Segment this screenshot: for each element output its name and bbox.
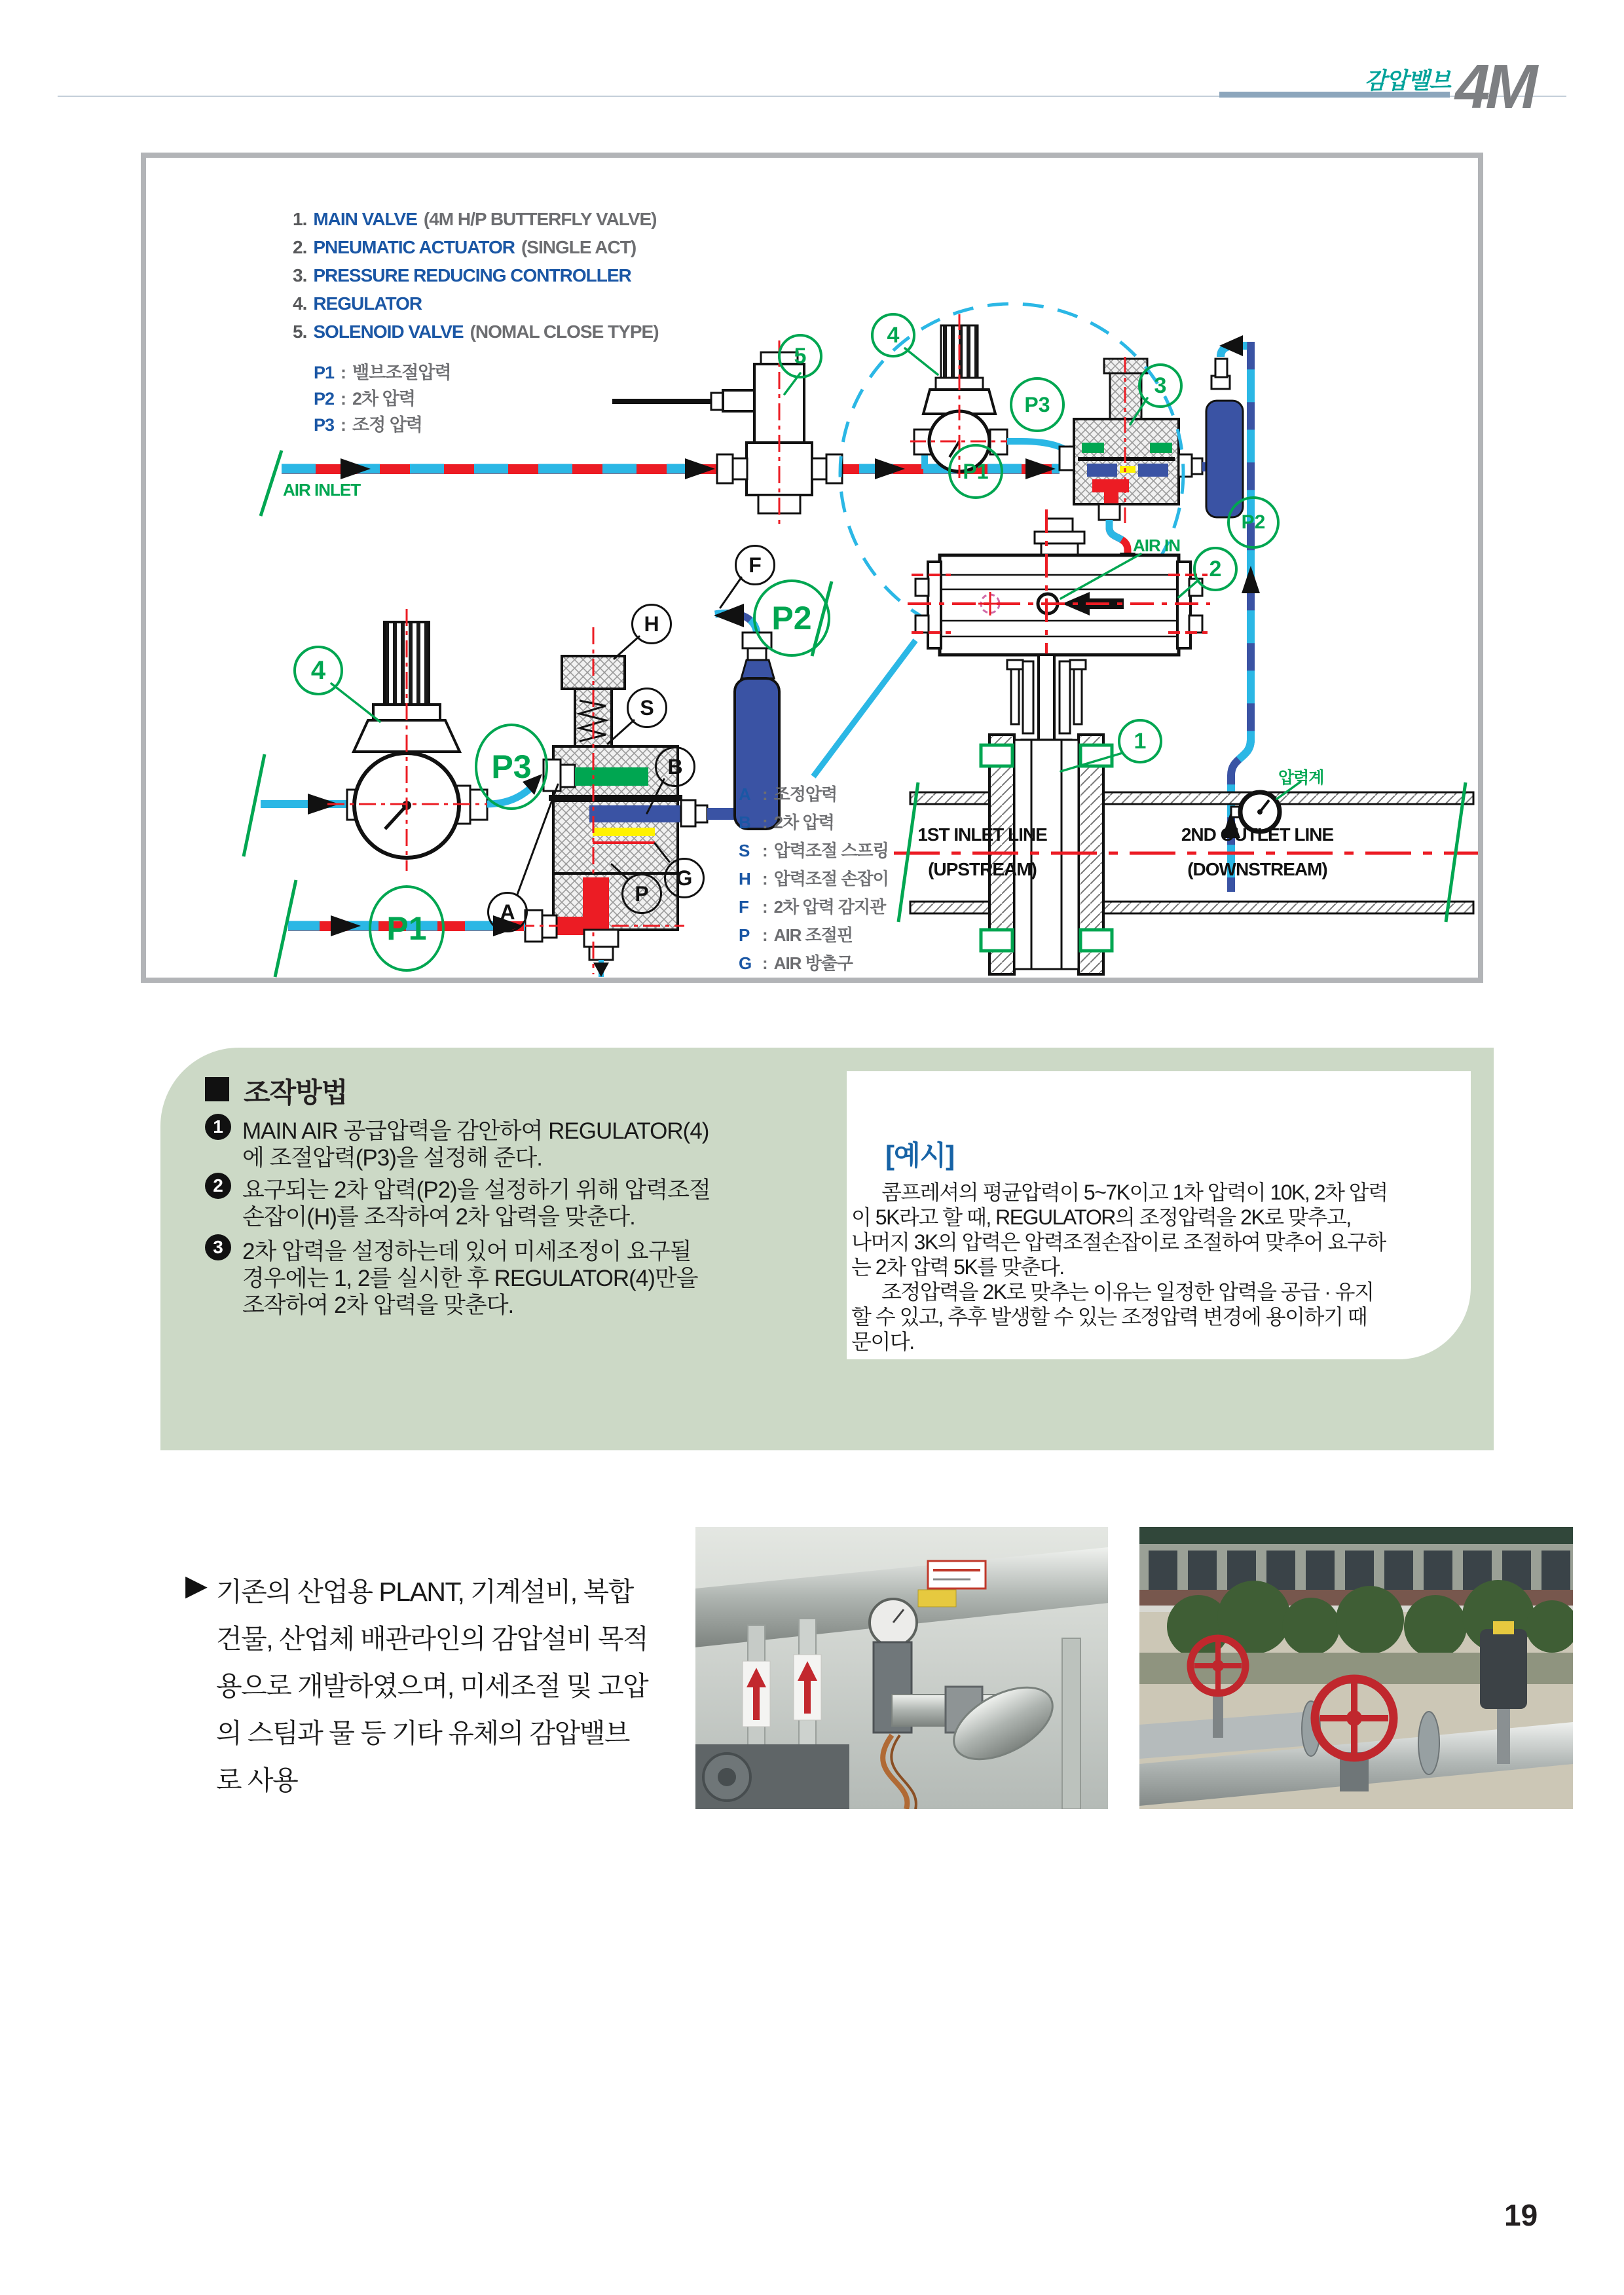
schematic-figure xyxy=(141,153,1483,983)
page-section-title: 감압밸브 xyxy=(1364,68,1450,94)
example-text: 문이다. xyxy=(851,1330,914,1353)
callout-p3-small: P3 xyxy=(1010,377,1065,432)
callout-G: G xyxy=(664,858,705,898)
example-text: 할 수 있고, 추후 발생할 수 있는 조정압력 변경에 용이하기 때 xyxy=(851,1305,1367,1329)
step-number-2: 2 xyxy=(205,1173,231,1199)
step-text: 요구되는 2차 압력(P2)을 설정하기 위해 압력조절 xyxy=(242,1177,710,1203)
example-title: [예시] xyxy=(885,1140,955,1171)
legend-row: B : 2차 압력 xyxy=(739,813,834,832)
operation-heading: 조작방법 xyxy=(244,1077,348,1108)
upstream-label: (UPSTREAM) xyxy=(928,859,1037,879)
photo-indoor-image xyxy=(695,1527,1108,1809)
callout-1: 1 xyxy=(1118,719,1162,763)
part-item: 5. SOLENOID VALVE (NOMAL CLOSE TYPE) xyxy=(293,321,659,342)
gauge-label: 압력계 xyxy=(1278,769,1324,787)
callout-p1-big: P1 xyxy=(369,885,445,972)
example-text: 조정압력을 2K로 맞추는 이유는 일정한 압력을 공급 · 유지 xyxy=(881,1280,1374,1304)
callout-B: B xyxy=(655,746,695,787)
legend-row: P : AIR 조절핀 xyxy=(739,925,853,945)
legend-row: P2 : 2차 압력 xyxy=(314,389,415,409)
air-in-label: AIR IN xyxy=(1133,536,1180,555)
note-marker: ▶ xyxy=(185,1570,208,1602)
note-text: 용으로 개발하였으며, 미세조절 및 고압 xyxy=(216,1671,648,1701)
pressure-legend xyxy=(314,358,451,437)
point-legend xyxy=(739,781,889,978)
air-inlet-label: AIR INLET xyxy=(283,480,361,500)
legend-row: S : 압력조절 스프링 xyxy=(739,841,889,860)
part-item: 1. MAIN VALVE (4M H/P BUTTERFLY VALVE) xyxy=(293,209,657,229)
callout-p2-big: P2 xyxy=(753,579,830,657)
callout-A: A xyxy=(487,892,528,932)
callout-H: H xyxy=(631,604,672,644)
sense-bottle-small xyxy=(1202,359,1243,517)
callout-S: S xyxy=(627,688,667,728)
legend-row: F : 2차 압력 감지관 xyxy=(739,897,886,917)
part-item: 2. PNEUMATIC ACTUATOR (SINGLE ACT) xyxy=(293,237,637,257)
photo-outdoor-pipeline xyxy=(1139,1527,1573,1809)
detail-controller xyxy=(517,627,736,977)
note-text: 건물, 산업체 배관라인의 감압설비 목적 xyxy=(216,1624,648,1654)
photo-outdoor-image xyxy=(1139,1527,1573,1809)
step-text: MAIN AIR 공급압력을 감안하여 REGULATOR(4) xyxy=(242,1118,709,1144)
example-text: 나머지 3K의 압력은 압력조절손잡이로 조절하여 맞추어 요구하 xyxy=(851,1230,1386,1254)
zoom-pointer-line xyxy=(813,640,915,777)
note-text: 로 사용 xyxy=(216,1765,298,1795)
step-number-3: 3 xyxy=(205,1234,231,1260)
pipeline xyxy=(894,735,1478,974)
downstream-label: (DOWNSTREAM) xyxy=(1187,859,1327,879)
example-text: 이 5K라고 할 때, REGULATOR의 조정압력을 2K로 맞추고, xyxy=(851,1205,1351,1229)
heading-bullet xyxy=(205,1077,229,1101)
part-item: 3. PRESSURE REDUCING CONTROLLER xyxy=(293,265,631,285)
callout-5: 5 xyxy=(778,334,822,378)
page-number: 19 xyxy=(1504,2198,1538,2232)
callout-P: P xyxy=(621,873,662,914)
legend-row: H : 압력조절 손잡이 xyxy=(739,869,889,889)
callout-p3-big: P3 xyxy=(475,724,548,810)
legend-row: A : 조정압력 xyxy=(739,784,838,804)
part-item: 4. REGULATOR xyxy=(293,293,422,314)
step-text: 조작하여 2차 압력을 맞춘다. xyxy=(242,1293,514,1318)
callout-4-detail: 4 xyxy=(293,646,343,695)
callout-F: F xyxy=(735,545,775,585)
step-text: 에 조절압력(P3)을 설정해 준다. xyxy=(242,1145,542,1171)
legend-row: P1 : 밸브조절압력 xyxy=(314,363,451,382)
callout-p1-small: P1 xyxy=(948,444,1003,499)
step-text: 손잡이(H)를 조작하여 2차 압력을 맞춘다. xyxy=(242,1204,635,1230)
callout-p2-small: P2 xyxy=(1227,496,1280,549)
legend-row: G : AIR 방출구 xyxy=(739,953,853,973)
note-text: 기존의 산업용 PLANT, 기계설비, 복합 xyxy=(216,1577,633,1607)
callout-3: 3 xyxy=(1138,363,1183,408)
parts-list xyxy=(293,209,659,350)
step-text: 경우에는 1, 2를 실시한 후 REGULATOR(4)만을 xyxy=(242,1266,698,1291)
step-number-1: 1 xyxy=(205,1114,231,1140)
callout-2: 2 xyxy=(1193,547,1238,591)
step-text: 2차 압력을 설정하는데 있어 미세조정이 요구될 xyxy=(242,1239,692,1264)
photo-indoor-prv-installation xyxy=(695,1527,1108,1809)
example-text: 는 2차 압력 5K를 맞춘다. xyxy=(851,1255,1064,1279)
example-text: 콤프레셔의 평균압력이 5~7K이고 1차 압력이 10K, 2차 압력 xyxy=(881,1181,1388,1204)
legend-row: P3 : 조정 압력 xyxy=(314,415,422,435)
outlet-line-label: 2ND OUTLET LINE xyxy=(1181,824,1334,845)
brand-logo: 4M xyxy=(1455,52,1534,122)
inlet-line-label: 1ST INLET LINE xyxy=(917,824,1047,845)
callout-4: 4 xyxy=(871,313,915,358)
note-text: 의 스팀과 물 등 기타 유체의 감압밸브 xyxy=(216,1718,629,1748)
